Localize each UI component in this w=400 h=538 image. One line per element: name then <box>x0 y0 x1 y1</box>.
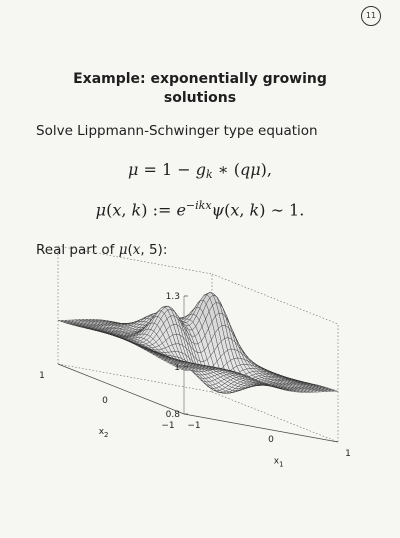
x2-tick-label: −1 <box>161 421 175 431</box>
x2-axis-label: $x_2$ <box>98 427 109 439</box>
x1-axis-label: $x_1$ <box>273 456 284 469</box>
equation-2: μ(x, k) := $e^{-ikx}\psi(x$, k) ∼ 1. <box>95 199 305 220</box>
x1-tick-label: 0 <box>268 435 274 445</box>
x1-tick-label: −1 <box>187 421 201 431</box>
box-edge <box>212 274 338 324</box>
x1-tick-label: 1 <box>345 449 351 459</box>
base-axis-line <box>184 414 338 442</box>
z-tick-label: 1 <box>174 362 180 373</box>
page-number: 11 <box>361 6 381 26</box>
z-tick-label: 0.8 <box>165 410 180 420</box>
equation-1: $\mu = 1 - g_k$ ∗ (qμ), <box>128 160 272 181</box>
base-axis-line <box>58 364 184 414</box>
x2-tick-label: 0 <box>102 396 108 406</box>
box-edge <box>58 246 212 274</box>
x2-tick-label: 1 <box>39 371 45 381</box>
intro-text: Solve Lippmann-Schwinger type equation <box>36 123 318 139</box>
z-tick-label: 1.3 <box>165 292 180 302</box>
surface-mesh <box>58 292 338 393</box>
box-edge <box>212 392 338 442</box>
slide-title: Example: exponentially growing solutions <box>73 71 327 106</box>
plot-caption: Real part of μ(x, 5): <box>36 242 168 258</box>
